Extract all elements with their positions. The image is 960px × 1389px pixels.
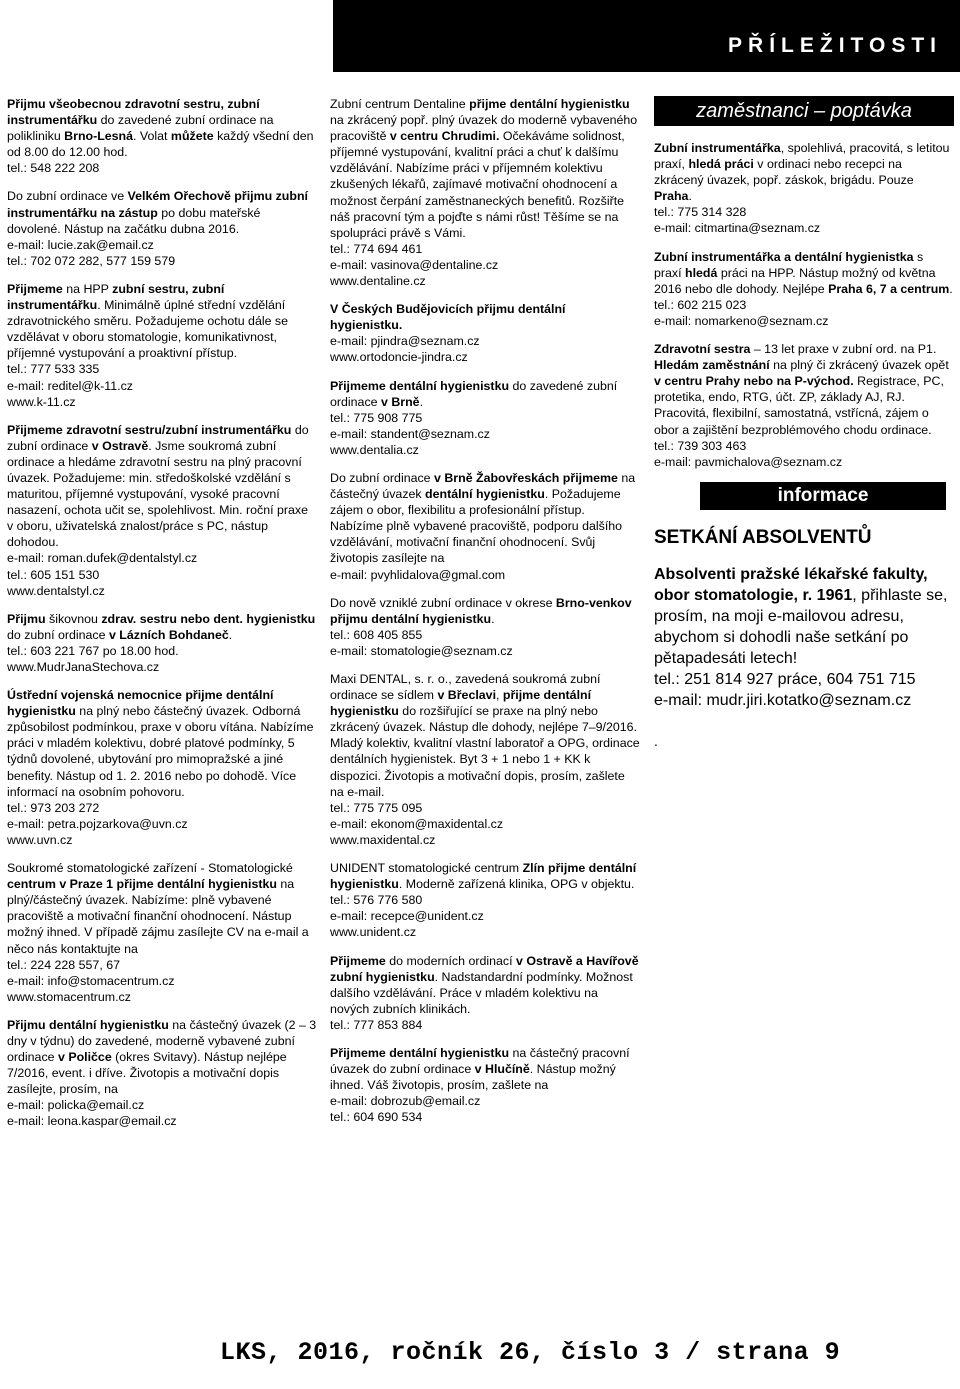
text: e-mail: pavmichalova@seznam.cz	[654, 454, 843, 469]
bold-text: v Břeclavi	[437, 688, 497, 703]
text: e-mail: pvyhlidalova@gmal.com	[330, 567, 506, 582]
text: .	[228, 627, 233, 642]
text: do moderních ordinací	[385, 953, 516, 968]
text: do zubní ordinace	[7, 627, 109, 642]
text: UNIDENT stomatologické centrum	[330, 861, 523, 876]
bold-text: centrum v Praze 1 přijme dentální hygienistku	[7, 877, 277, 892]
column-middle	[330, 96, 640, 1137]
text: .	[949, 281, 953, 296]
text: na částečný úvazek (2 – 3 dny v týdnu) do zavedené, moderně vybavené zubní ordinace	[7, 1017, 317, 1065]
text: Maxi DENTAL, s. r. o., zavedená soukromá zubní ordinace se sídlem	[330, 672, 601, 703]
text: v ordinaci nebo recepci na zkrácený úvazek, popř. záskok, brigádu. Pouze	[654, 157, 914, 188]
text: e-mail: pjindra@seznam.cz	[330, 334, 480, 349]
text: po dobu mateřské dovolené. Nástup na začátku dubna 2016.	[7, 205, 261, 236]
text: . Minimálně úplné střední vzdělání zdravotnického směru. Požadujeme ochotu dále se vzdělávat v oboru stomatologie, komunikativnost, příjemné vystupování a proaktivní přístup.	[7, 298, 289, 361]
bold-text: Brno-venkov přijmu dentální hygienistku	[330, 595, 632, 626]
header-banner	[333, 0, 960, 72]
text: do rozšiřující se praxe na plný nebo zkrácený úvazek. Nástup dle dohody, nejlépe 7–9/2016. Mladý kolektiv, kvalitní vlastní laboratoř a OPG, ordinace dentálních hygienistek. Byt 3 + 1 nebo 1 + KK k dispozici. Životopis a motivační dopis, prosím, zašlete na e-mail.	[330, 704, 640, 799]
text: www.unident.cz	[330, 925, 417, 940]
text: e-mail: citmartina@seznam.cz	[654, 221, 821, 236]
bold-text: můžete	[170, 129, 214, 144]
text: www.stomacentrum.cz	[7, 989, 131, 1004]
text: s praxí	[654, 249, 924, 280]
text: do zavedené zubní ordinace na polikliniku	[7, 113, 274, 144]
text: www.dentalia.cz	[330, 442, 419, 457]
bold-text: Přijmu všeobecnou zdravotní sestru, zubní instrumentářku	[7, 97, 260, 128]
text: na plný nebo částečný úvazek. Odborná způsobilost podmínkou, praxe v oboru vítána. Nabízíme práci v mladém kolektivu, dobré platové podmínky, 5 týdnů dovolené, ubytování pro mimopražské a jiné benefity. Nástup od 1. 2. 2016 nebo po dohodě. Více informací na osobním pohovoru.	[7, 704, 314, 799]
text: Soukromé stomatologické zařízení - Stomatologické	[7, 861, 293, 876]
text: Zubní centrum Dentaline	[330, 97, 470, 111]
bold-text: Zubní instrumentářka a dentální hygienistka	[654, 249, 914, 264]
info-header: informace	[700, 482, 946, 510]
text: tel.: 774 694 461	[330, 241, 423, 256]
employees-demand-header: zaměstnanci – poptávka	[654, 96, 954, 126]
classified-ad	[7, 1017, 317, 1130]
text: www.dentaline.cz	[330, 274, 426, 289]
text: tel.: 775 775 095	[330, 800, 423, 815]
bold-text: v Ostravě	[91, 438, 149, 453]
bold-text: Přijmeme zdravotní sestru/zubní instrumentářku	[7, 422, 292, 437]
text: e-mail: vasinova@dentaline.cz	[330, 257, 499, 272]
text: do zubní ordinace	[7, 422, 309, 453]
classified-ad	[330, 671, 640, 848]
text: www.ortodoncie-jindra.cz	[330, 350, 468, 365]
text: tel.: 548 222 208	[7, 161, 100, 176]
classified-ad	[330, 595, 640, 659]
bold-text: přijme dentální hygienistku	[330, 688, 592, 719]
text: tel.: 775 314 328	[654, 205, 747, 220]
text: e-mail: petra.pojzarkova@uvn.cz	[7, 816, 188, 831]
bold-text: v Brně Žabovřeskách přijmeme	[434, 470, 618, 485]
bold-text: hledá práci	[688, 157, 754, 172]
bold-text: v Brně	[380, 394, 420, 409]
text: tel.: 608 405 855	[330, 627, 423, 642]
text: www.k-11.cz	[7, 394, 76, 409]
text: . Požadujeme zájem o obor, flexibilitu a profesionální přístup. Nabízíme plně vybavené pracoviště, podporu dalšího vzdělávání, motivační finanční ohodnocení. Svůj životopis zasílejte na	[330, 487, 623, 566]
text: tel.: 739 303 463	[654, 438, 747, 453]
classified-ad	[7, 281, 317, 410]
text: Očekáváme solidnost, příjemné vystupování, kvalitní práci a chuť k dalšímu vzdělávání. Nabízíme práci v příjemném kolektivu zkušených lékařů, zajímavé motivační ohodnocení a možnost čerpání zaměstnaneckých benefitů. Rozšiřte náš pracovní tým a pojďte s námi růst! Těšíme se na spolupráci právě s Vámi.	[330, 129, 625, 240]
text: e-mail: reditel@k-11.cz	[7, 378, 133, 393]
text: tel.: 251 814 927 práce, 604 751 715	[654, 670, 916, 688]
bold-text: Přijmeme	[330, 953, 386, 968]
bold-text: dentální hygienistku	[425, 487, 545, 502]
text: .	[491, 611, 495, 626]
classified-ad	[330, 301, 640, 365]
bold-text: Hledám zaměstnání	[654, 358, 770, 373]
text: Do zubní ordinace ve	[7, 189, 128, 204]
text: . Nástup možný ihned. Váš životopis, prosím, zašlete na	[330, 1062, 616, 1093]
text: tel.: 775 908 775	[330, 410, 423, 425]
text: na zkrácený popř. plný úvazek do moderně vybaveného pracoviště	[330, 113, 638, 144]
classified-ad	[330, 470, 640, 583]
bold-text: zdrav. sestru nebo dent. hygienistku	[101, 611, 316, 626]
bold-text: v centru Chrudimi.	[389, 129, 500, 144]
bold-text: v Poličce	[57, 1050, 112, 1065]
text: tel.: 604 690 534	[330, 1110, 423, 1125]
text: na částečný pracovní úvazek do zubní ordinace	[330, 1045, 630, 1077]
demand-ads	[654, 140, 954, 470]
classified-ad	[7, 422, 317, 599]
text: tel.: 973 203 272	[7, 800, 100, 815]
bold-text: Přijmeme dentální hygienistku	[330, 1045, 510, 1060]
text: e-mail: ekonom@maxidental.cz	[330, 816, 504, 831]
text: tel.: 777 533 335	[7, 362, 100, 377]
bold-text: Absolventi pražské lékařské fakulty, obor stomatologie, r. 1961	[654, 565, 928, 604]
classified-ad	[7, 188, 317, 268]
text: e-mail: dobrozub@email.cz	[330, 1094, 481, 1109]
text: tel.: 702 072 282, 577 159 579	[7, 253, 176, 268]
bold-text: zubní sestru, zubní instrumentářku	[7, 281, 225, 313]
bold-text: přijme dentální hygienistku	[469, 97, 630, 111]
text: tel.: 576 776 580	[330, 893, 423, 908]
trailing-dot: .	[654, 732, 658, 749]
classified-ad	[7, 96, 317, 176]
text: – 13 let praxe v zubní ord. na P1.	[750, 342, 937, 357]
bold-text: hledá	[685, 265, 718, 280]
text: . Volat	[133, 129, 171, 144]
text: . Moderně zařízená klinika, OPG v objektu.	[398, 877, 635, 892]
reunion-text	[654, 564, 954, 711]
text: e-mail: nomarkeno@seznam.cz	[654, 313, 829, 328]
bold-text: Praha	[654, 189, 689, 204]
text: e-mail: lucie.zak@email.cz	[7, 237, 154, 252]
classified-ad	[330, 953, 640, 1033]
text: . Nadstandardní podmínky. Možnost dalšího vzdělávání. Práce v mladém kolektivu na nových zubních klinikách.	[330, 969, 633, 1016]
text: Do nově vzniklé zubní ordinace v okrese	[330, 595, 556, 610]
text: . Jsme soukromá zubní ordinace a hledáme zdravotní sestru na plný pracovní úvazek. Požadujeme: min. středoškolské vzdělání s maturitou, příjemné vystupování, vysoké pracovní nasazení, ochota učit se, spolehlivost. Min. roční praxe v oboru, uživatelská znalost/práce s PC, nástup dohodou.	[7, 438, 308, 550]
classified-ad	[330, 96, 640, 289]
text: do zavedené zubní ordinace	[330, 378, 618, 409]
text: práci na HPP. Nástup možný od května 2016 nebo dle dohody. Nejlépe	[654, 265, 936, 296]
text: na částečný úvazek	[330, 470, 636, 502]
text: každý všední den od 8.00 do 12.00 hod.	[7, 129, 314, 160]
text: e-mail: standent@seznam.cz	[330, 426, 490, 441]
section-title: PŘÍLEŽITOSTI	[728, 34, 942, 57]
text: tel.: 602 215 023	[654, 297, 747, 312]
bold-text: Ústřední vojenská nemocnice přijme dentální hygienistku	[7, 688, 274, 719]
bold-text: V Českých Budějovicích přijmu dentální hygienistku.	[330, 302, 566, 333]
text: , spolehlivá, pracovitá, s letitou praxí,	[654, 141, 950, 172]
text: www.maxidental.cz	[330, 832, 436, 847]
bold-text: v Hlučíně	[474, 1062, 530, 1077]
text: .	[419, 394, 424, 409]
bold-text: v centru Prahy nebo na P-východ.	[654, 374, 854, 389]
classified-ad	[7, 611, 317, 675]
text: tel.: 224 228 557, 67	[7, 957, 120, 972]
text: na plný/částečný úvazek. Nabízíme: plně vybavené pracoviště a motivační finanční ohodnocení. Nástup možný ihned. V případě zájmu zasílejte CV na e-mail a něco nás kontaktujte na	[7, 877, 309, 956]
classified-ad	[330, 860, 640, 940]
classified-ad	[330, 1045, 640, 1125]
text: e-mail: recepce@unident.cz	[330, 909, 484, 924]
classified-ad	[654, 341, 954, 470]
bold-text: Brno-Lesná	[64, 129, 134, 144]
bold-text: Zdravotní sestra	[654, 342, 751, 357]
bold-text: Praha 6, 7 a centrum	[828, 281, 950, 296]
text: , přihlaste se, prosím, na moji e-mailovou adresu, abychom si dohodli naše setkání po pětapadesáti letech!	[654, 586, 948, 667]
bold-text: Zlín přijme dentální hygienistku	[330, 861, 637, 892]
column-left	[7, 96, 317, 1142]
text: na HPP	[62, 281, 113, 296]
bold-text: Zubní instrumentářka	[654, 141, 781, 155]
text: e-mail: mudr.jiri.kotatko@seznam.cz	[654, 691, 912, 709]
text: www.uvn.cz	[7, 832, 73, 847]
bold-text: Přijmeme dentální hygienistku	[330, 378, 510, 393]
text: šikovnou	[45, 611, 102, 626]
text: www.MudrJanaStechova.cz	[7, 660, 160, 674]
classified-ad	[7, 860, 317, 1005]
text: e-mail: info@stomacentrum.cz	[7, 973, 175, 988]
text: tel.: 603 221 767 po 18.00 hod.	[7, 643, 179, 658]
classified-ad	[654, 140, 954, 237]
text: Registrace, PC, protetika, endo, RTG, účt. ZP, základy AJ, RJ. Pracovitá, flexibilní, samostatná, vstřícná, zájem o obor a zajištění bezproblémového chodu ordinace.	[654, 374, 944, 437]
reunion-title: SETKÁNÍ ABSOLVENTŮ	[654, 526, 872, 548]
classified-ad	[654, 249, 954, 329]
text: www.dentalstyl.cz	[7, 583, 105, 598]
text: e-mail: policka@email.cz	[7, 1098, 145, 1113]
text: e-mail: stomatologie@seznam.cz	[330, 643, 513, 658]
text: .	[688, 189, 692, 204]
text: e-mail: roman.dufek@dentalstyl.cz	[7, 551, 198, 566]
text: e-mail: leona.kaspar@email.cz	[7, 1114, 177, 1129]
bold-text: Velkém Ořechově přijmu zubní instrumentářku na zástup	[7, 189, 308, 220]
bold-text: Přijmu	[7, 611, 46, 626]
text: ,	[496, 688, 503, 703]
text: na plný či zkrácený úvazek opět	[769, 358, 949, 373]
text: Do zubní ordinace	[330, 470, 435, 485]
text: tel.: 777 853 884	[330, 1017, 423, 1032]
bold-text: Přijmeme	[7, 281, 63, 296]
column-right	[654, 96, 954, 749]
classified-ad	[7, 687, 317, 848]
bold-text: v Lázních Bohdaneč	[108, 627, 229, 642]
bold-text: Přijmu dentální hygienistku	[7, 1017, 169, 1032]
page-footer: LKS, 2016, ročník 26, číslo 3 / strana 9	[220, 1338, 841, 1367]
bold-text: v Ostravě a Havířově zubní hygienistku	[330, 953, 639, 984]
classified-ad	[330, 378, 640, 458]
text: tel.: 605 151 530	[7, 567, 100, 582]
text: (okres Svitavy). Nástup nejlépe 7/2016, event. i dříve. Životopis a motivační dopis zasílejte, prosím, na	[7, 1050, 287, 1097]
